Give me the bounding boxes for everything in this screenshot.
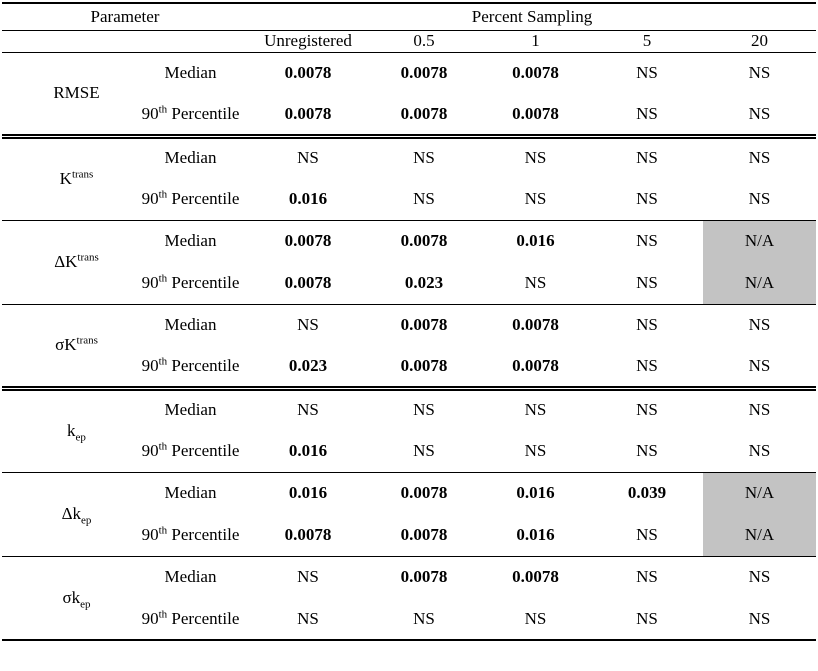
value-cell: N/A	[703, 220, 816, 262]
row-label-90th-percentile: 90th Percentile	[133, 514, 248, 556]
value-cell: NS	[368, 598, 480, 640]
row-label-90th-percentile: 90th Percentile	[133, 262, 248, 304]
value-cell: NS	[368, 178, 480, 220]
row-label-90th-percentile: 90th Percentile	[133, 430, 248, 472]
row-label-median: Median	[164, 315, 217, 335]
row-label-median: Median	[164, 231, 217, 251]
value-cell: 0.0078	[248, 262, 368, 304]
row-label-median: Median	[164, 567, 217, 587]
table-row	[2, 556, 816, 598]
parameter-label: $k_{ep}$	[2, 388, 133, 472]
value-cell: 0.023	[248, 346, 368, 388]
row-label-90th-percentile: 90th Percentile	[133, 178, 248, 220]
value-cell: NS	[480, 262, 591, 304]
value-cell: NS	[591, 598, 703, 640]
value-cell: NS	[591, 262, 703, 304]
value-cell: NS	[636, 231, 658, 251]
value-cell: 0.039	[627, 483, 667, 503]
value-cell: NS	[480, 598, 591, 640]
value-cell: NS	[636, 315, 658, 335]
value-cell: 0.0078	[512, 315, 559, 335]
col-header-1: 1	[480, 30, 591, 52]
value-cell: NS	[248, 598, 368, 640]
value-cell: NS	[636, 148, 658, 168]
value-cell: 0.016	[516, 231, 555, 251]
value-cell: 0.016	[516, 483, 555, 503]
value-cell: 0.0078	[368, 346, 480, 388]
value-cell: 0.0078	[400, 567, 448, 587]
significance-table	[2, 2, 816, 641]
value-cell: 0.0078	[400, 483, 448, 503]
value-cell: NS	[591, 346, 703, 388]
value-cell: NS	[297, 315, 319, 335]
row-label-90th-percentile: 90th Percentile	[133, 598, 248, 640]
parameter-label: $\Delta k_{ep}$	[2, 472, 133, 556]
value-cell: N/A	[703, 262, 816, 304]
value-cell: NS	[413, 148, 435, 168]
value-cell: NS	[368, 430, 480, 472]
value-cell: NS	[748, 567, 771, 587]
value-cell: NS	[703, 346, 816, 388]
empty-header-cell	[2, 30, 248, 52]
row-label-median: Median	[164, 63, 217, 83]
value-cell: NS	[524, 400, 547, 420]
value-cell: NS	[297, 567, 319, 587]
value-cell: 0.0078	[284, 63, 332, 83]
value-cell: NS	[703, 178, 816, 220]
table-row	[2, 220, 816, 262]
column-header-row	[2, 30, 816, 52]
value-cell: NS	[636, 567, 658, 587]
value-cell: NS	[703, 598, 816, 640]
table-row	[2, 52, 816, 94]
value-cell: NS	[636, 63, 658, 83]
value-cell: 0.0078	[368, 94, 480, 136]
value-cell: 0.016	[288, 483, 328, 503]
parameter-label: $\sigma K^{trans}$	[2, 304, 133, 388]
table-body	[2, 52, 816, 640]
value-cell: NS	[591, 430, 703, 472]
value-cell: NS	[703, 94, 816, 136]
value-cell: NS	[748, 315, 771, 335]
col-header-20: 20	[703, 30, 816, 52]
parameter-label: $\sigma k_{ep}$	[2, 556, 133, 640]
row-label-median: Median	[164, 400, 217, 420]
parameter-header: Parameter	[2, 3, 248, 30]
value-cell: NS	[480, 430, 591, 472]
value-cell: NS	[748, 63, 771, 83]
percent-sampling-header: Percent Sampling	[248, 3, 816, 30]
value-cell: NS	[636, 400, 658, 420]
table-row	[2, 304, 816, 346]
table-row	[2, 388, 816, 430]
value-cell: 0.0078	[400, 231, 448, 251]
value-cell: 0.0078	[480, 346, 591, 388]
col-header-unregistered: Unregistered	[248, 30, 368, 52]
value-cell: NS	[297, 148, 319, 168]
row-label-90th-percentile: 90th Percentile	[133, 94, 248, 136]
header-group-row	[2, 3, 816, 30]
value-cell: NS	[591, 94, 703, 136]
value-cell: 0.0078	[368, 514, 480, 556]
value-cell: NS	[748, 148, 771, 168]
table-row	[2, 136, 816, 178]
row-label-90th-percentile: 90th Percentile	[133, 346, 248, 388]
row-label-median: Median	[164, 148, 217, 168]
value-cell: 0.016	[480, 514, 591, 556]
value-cell: NS	[413, 400, 435, 420]
value-cell: 0.0078	[400, 63, 448, 83]
value-cell: NS	[703, 430, 816, 472]
value-cell: 0.0078	[512, 63, 559, 83]
value-cell: NS	[480, 178, 591, 220]
table-row	[2, 472, 816, 514]
value-cell: N/A	[703, 514, 816, 556]
value-cell: N/A	[703, 472, 816, 514]
value-cell: 0.0078	[248, 514, 368, 556]
value-cell: 0.016	[248, 430, 368, 472]
value-cell: 0.0078	[284, 231, 332, 251]
col-header-0-5: 0.5	[368, 30, 480, 52]
value-cell: 0.016	[248, 178, 368, 220]
value-cell: 0.023	[368, 262, 480, 304]
value-cell: NS	[748, 400, 771, 420]
parameter-label: $\Delta K^{trans}$	[2, 220, 133, 304]
value-cell: NS	[591, 514, 703, 556]
value-cell: NS	[591, 178, 703, 220]
value-cell: NS	[297, 400, 319, 420]
value-cell: 0.0078	[512, 567, 559, 587]
value-cell: 0.0078	[400, 315, 448, 335]
col-header-5: 5	[591, 30, 703, 52]
value-cell: 0.0078	[248, 94, 368, 136]
value-cell: NS	[524, 148, 547, 168]
value-cell: 0.0078	[480, 94, 591, 136]
parameter-label: $K^{trans}$	[2, 136, 133, 220]
row-label-median: Median	[164, 483, 217, 503]
parameter-label: RMSE	[2, 52, 133, 136]
